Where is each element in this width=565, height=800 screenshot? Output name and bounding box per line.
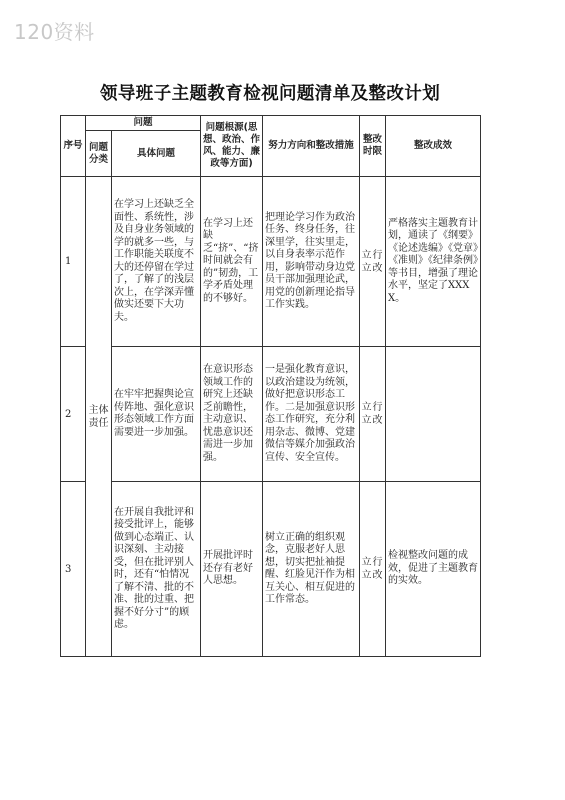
header-category: 问题分类 xyxy=(86,131,112,177)
row-seq: 2 xyxy=(61,347,86,482)
header-period: 整改时限 xyxy=(360,116,386,177)
row-direction: 树立正确的组织观念，克服老好人思想，切实把扯袖提醒、红脸见汗作为相互关心、相互促进的工作常态。 xyxy=(263,482,360,657)
row-period: 立行立改 xyxy=(360,482,386,657)
watermark-text: 120资料 xyxy=(14,20,95,44)
row-period: 立行立改 xyxy=(360,177,386,347)
header-specific: 具体问题 xyxy=(112,131,201,177)
row-result: 严格落实主题教育计划，通读了《纲要》《论述选编》《党章》《准则》《纪律条例》等书目，增强了理论水平，坚定了XXXX。 xyxy=(386,177,481,347)
page-title: 领导班子主题教育检视问题清单及整改计划 xyxy=(100,84,441,104)
row-specific-problem: 在学习上还缺乏全面性、系统性，涉及自身业务领域的学的就多一些，与工作职能关联度不大的还停留在学过了，了解了的浅层次上，在学深弄懂做实还要下大功夫。 xyxy=(112,177,201,347)
header-direction: 努力方向和整改措施 xyxy=(263,116,360,177)
row-root-cause: 在学习上还缺乏“挤”、“挤时间就会有的”韧劲，工学矛盾处理的不够好。 xyxy=(201,177,263,347)
rectification-table xyxy=(60,115,481,657)
row-result: 检视整改问题的成效，促进了主题教育的实效。 xyxy=(386,482,481,657)
table-row xyxy=(61,482,481,657)
row-specific-problem: 在牢牢把握舆论宣传阵地、强化意识形态领域工作方面需要进一步加强。 xyxy=(112,347,201,482)
row-category: 主体责任 xyxy=(86,177,112,657)
header-root-cause: 问题根源(思想、政治、作风、能力、廉政等方面) xyxy=(201,116,263,177)
row-result xyxy=(386,347,481,482)
row-specific-problem: 在开展自我批评和接受批评上，能够做到心态端正、认识深刻、主动接受，但在批评别人时，还有“怕情况了解不清、批的不准、批的过重、把握不好分寸”的顾虑。 xyxy=(112,482,201,657)
header-result: 整改成效 xyxy=(386,116,481,177)
table-row xyxy=(61,177,481,347)
header-problem: 问题 xyxy=(86,116,201,131)
row-seq: 1 xyxy=(61,177,86,347)
header-row-1 xyxy=(61,116,481,131)
row-direction: 一是强化教育意识，以政治建设为统领，做好把意识形态工作。二是加强意识形态工作研究，充分利用杂志、微博、党建微信等媒介加强政治宣传、安全宣传。 xyxy=(263,347,360,482)
row-seq: 3 xyxy=(61,482,86,657)
row-root-cause: 开展批评时还存有老好人思想。 xyxy=(201,482,263,657)
row-direction: 把理论学习作为政治任务、终身任务，往深里学，往实里走，以自身表率示范作用，影响带动身边党员干部加强理论武，用党的创新理论指导工作实践。 xyxy=(263,177,360,347)
table-row xyxy=(61,347,481,482)
row-root-cause: 在意识形态领域工作的研究上还缺乏前瞻性，主动意识、忧患意识还需进一步加强。 xyxy=(201,347,263,482)
header-seq: 序号 xyxy=(61,116,86,177)
row-period: 立行立改 xyxy=(360,347,386,482)
